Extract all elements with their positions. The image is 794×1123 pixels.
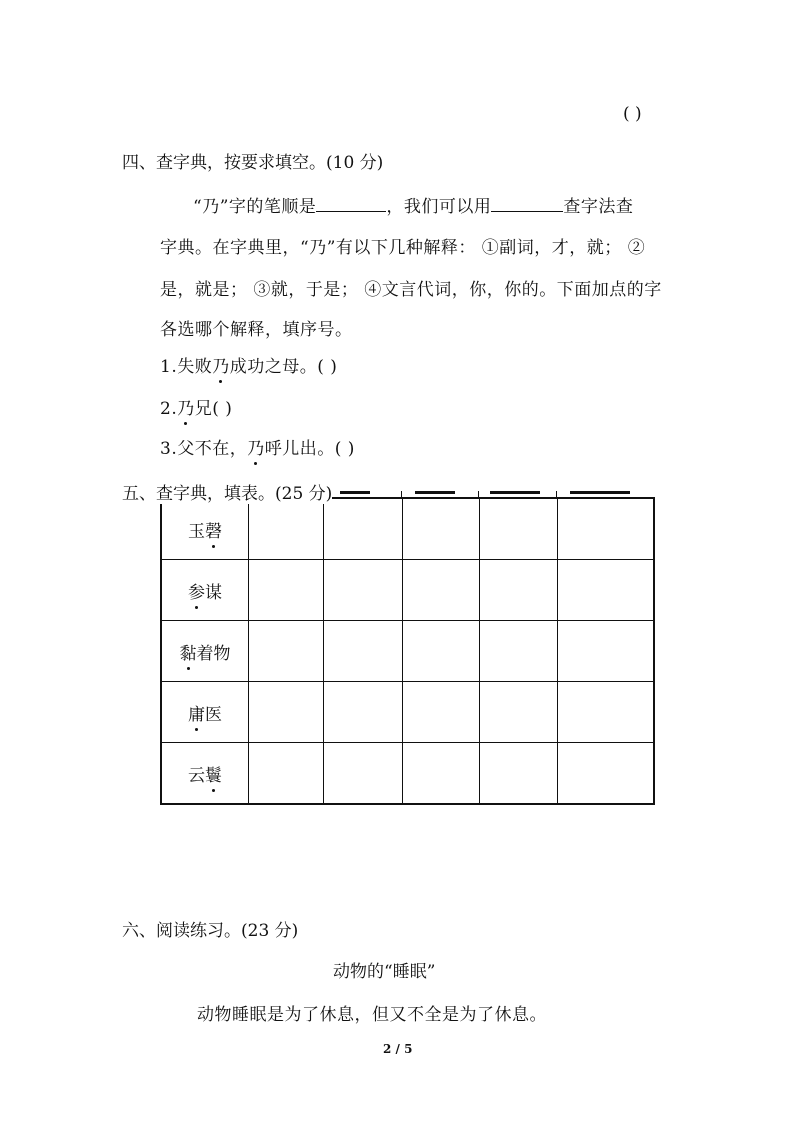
word-dotted-char: 黏 — [180, 639, 197, 664]
section4-para-line3: 是，就是； ③就，于是； ④文言代词，你，你的。下面加点的字 — [160, 280, 662, 300]
table-row — [161, 743, 654, 805]
answer-cell[interactable] — [558, 498, 655, 560]
table-row — [161, 560, 654, 621]
section4-heading: 四、查字典，按要求填空。(10 分) — [122, 153, 384, 173]
answer-cell[interactable] — [403, 560, 480, 621]
q2-suffix: 兄( ) — [194, 399, 233, 419]
answer-cell[interactable] — [480, 743, 558, 805]
answer-cell[interactable] — [324, 682, 403, 743]
article-first-line: 动物睡眠是为了休息，但又不全是为了休息。 — [197, 1005, 547, 1025]
answer-cell[interactable] — [324, 743, 403, 805]
q2-prefix: 2. — [160, 399, 178, 419]
table-row — [161, 682, 654, 743]
word-dotted-char: 鬟 — [205, 761, 222, 786]
word-prefix: 云 — [188, 765, 205, 786]
section4-question-1 — [160, 352, 337, 377]
answer-cell[interactable] — [558, 743, 655, 805]
answer-cell[interactable] — [403, 621, 480, 682]
answer-cell[interactable] — [324, 560, 403, 621]
answer-cell[interactable] — [249, 682, 324, 743]
answer-cell[interactable] — [558, 682, 655, 743]
table-row — [161, 621, 654, 682]
word-suffix: 着物 — [196, 643, 231, 664]
word-suffix: 谋 — [205, 582, 222, 603]
answer-cell[interactable] — [249, 560, 324, 621]
q1-suffix: 成功之母。( ) — [229, 357, 338, 377]
section5-heading: 五、查字典，填表。(25 分) — [122, 479, 332, 504]
q3-prefix: 3.父不在， — [160, 439, 248, 459]
word-suffix: 医 — [205, 704, 222, 725]
answer-cell[interactable] — [249, 621, 324, 682]
section4-question-3 — [160, 434, 355, 459]
word-dotted-char: 庸 — [188, 700, 205, 725]
stroke-order-blank[interactable] — [316, 197, 386, 212]
answer-cell[interactable] — [480, 621, 558, 682]
word-cell — [161, 560, 249, 621]
q2-dotted-char: 乃 — [177, 394, 195, 419]
para-line1-part-a: “乃”字的笔顺是 — [193, 197, 317, 217]
section4-para-line4: 各选哪个解释，填序号。 — [160, 320, 353, 340]
answer-cell[interactable] — [480, 560, 558, 621]
table-row — [161, 498, 654, 560]
answer-cell[interactable] — [558, 560, 655, 621]
word-prefix: 玉 — [188, 521, 205, 542]
answer-cell[interactable] — [403, 743, 480, 805]
section4-para-line1 — [193, 192, 633, 217]
q3-dotted-char: 乃 — [247, 434, 265, 459]
section4-question-2 — [160, 394, 232, 419]
answer-cell[interactable] — [480, 682, 558, 743]
answer-cell[interactable] — [324, 498, 403, 560]
word-dotted-char: 磬 — [205, 517, 222, 542]
answer-paren: ( ) — [623, 104, 642, 124]
answer-cell[interactable] — [480, 498, 558, 560]
q1-prefix: 1.失败 — [160, 357, 213, 377]
para-line1-part-c: 查字法查 — [563, 197, 634, 217]
word-cell — [161, 621, 249, 682]
article-title: 动物的“睡眠” — [333, 962, 436, 982]
q1-dotted-char: 乃 — [212, 352, 230, 377]
answer-cell[interactable] — [324, 621, 403, 682]
lookup-method-blank[interactable] — [491, 197, 563, 212]
answer-cell[interactable] — [558, 621, 655, 682]
lookup-table — [160, 497, 655, 805]
answer-cell[interactable] — [249, 498, 324, 560]
page-number: 2 / 5 — [383, 1042, 413, 1056]
word-dotted-char: 参 — [188, 578, 205, 603]
answer-cell[interactable] — [403, 682, 480, 743]
para-line1-part-b: ，我们可以用 — [386, 197, 492, 217]
answer-cell[interactable] — [403, 498, 480, 560]
section4-para-line2: 字典。在字典里，“乃”有以下几种解释： ①副词，才，就； ② — [160, 238, 646, 258]
word-cell — [161, 682, 249, 743]
section6-heading: 六、阅读练习。(23 分) — [122, 921, 299, 941]
q3-suffix: 呼儿出。( ) — [264, 439, 355, 459]
word-cell — [161, 498, 249, 560]
answer-cell[interactable] — [249, 743, 324, 805]
word-cell — [161, 743, 249, 805]
